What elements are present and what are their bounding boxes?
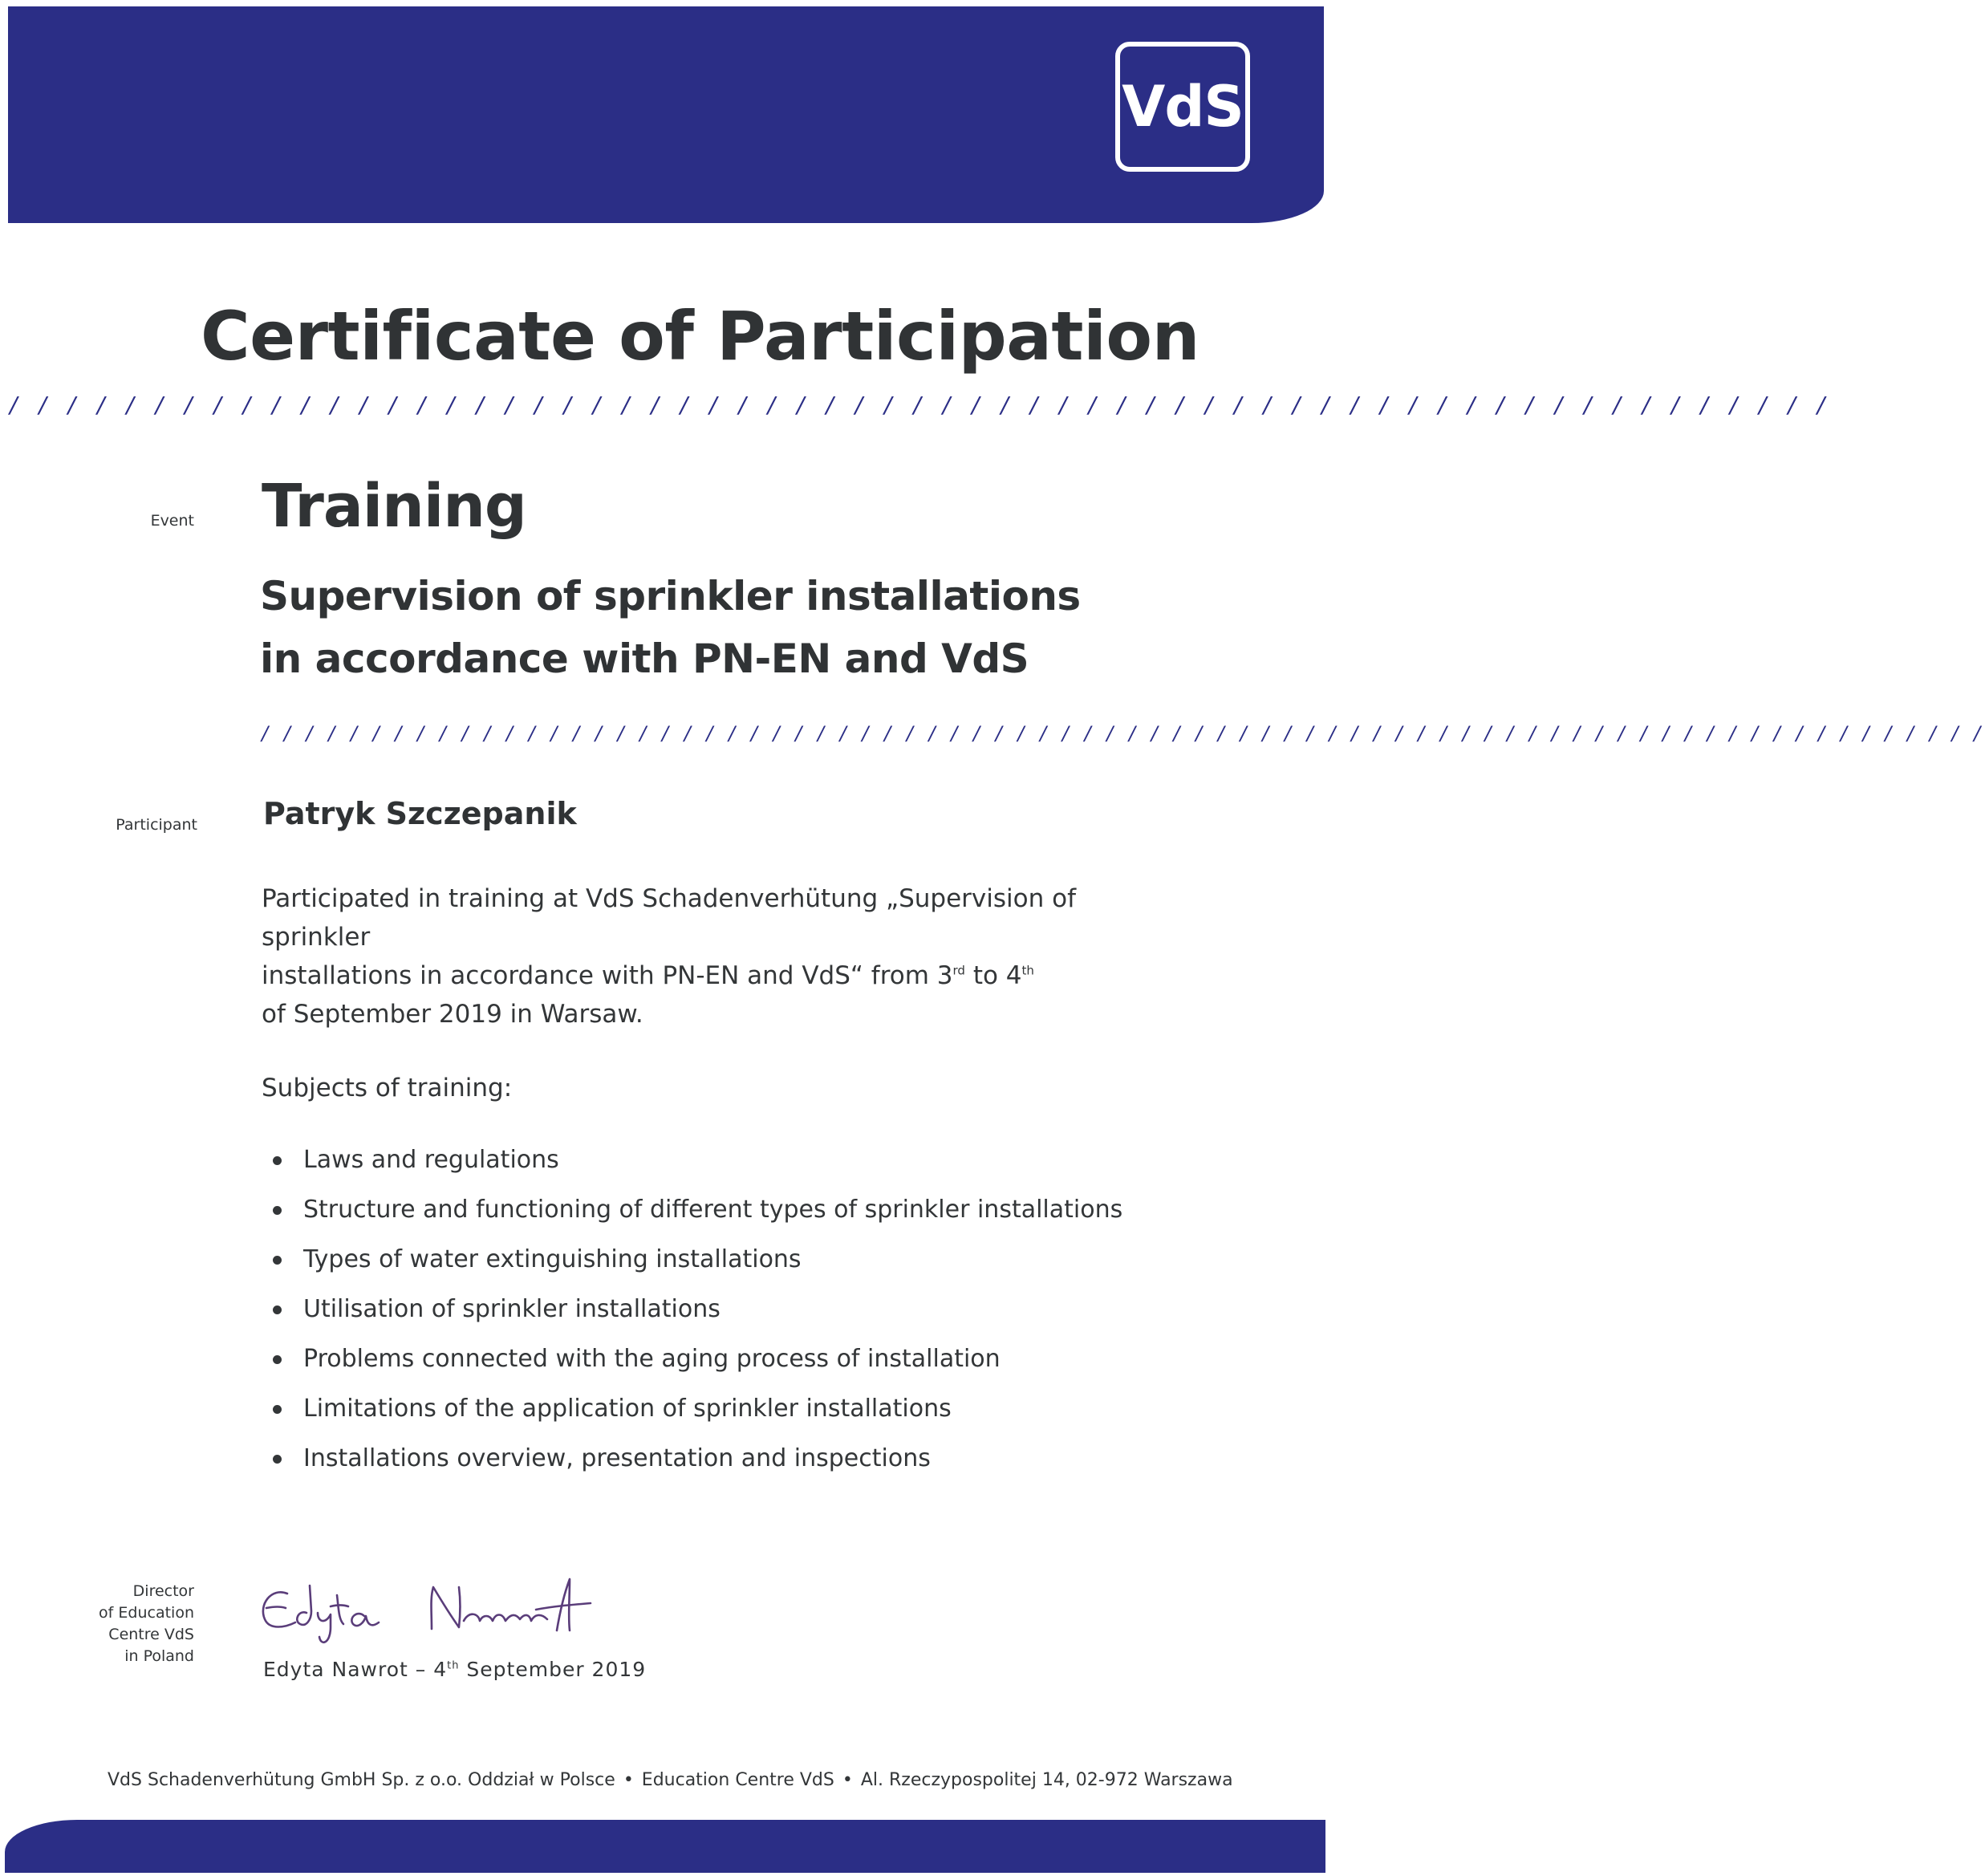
subject-text: Structure and functioning of different types of sprinkler installations xyxy=(303,1196,1123,1224)
director-label-line1: Director xyxy=(132,1582,194,1600)
slash-divider-middle: / / / / / / / / / / / / / / / / / / / / / / / / / / / / / / / / / / / / / / / / / / / / / / / / / / / / / / / / / / / / / / / / / / / / / / / / / / / / / / xyxy=(262,722,1985,745)
subject-text: Utilisation of sprinkler installations xyxy=(303,1295,721,1323)
logo-text: VdS xyxy=(1122,74,1244,140)
handwritten-signature xyxy=(254,1563,607,1651)
slash-divider-top: / / / / / / / / / / / / / / / / / / / / / / / / / / / / / / / / / / / / / / / / / / / / / / / / / / / / / / / / / / / / / / / xyxy=(10,392,1833,418)
description-line2-part-b: to 4 xyxy=(964,961,1022,990)
signer-date: September 2019 xyxy=(459,1658,647,1681)
subjects-heading: Subjects of training: xyxy=(262,1074,513,1102)
participation-description xyxy=(262,879,1152,1033)
certificate-title: Certificate of Participation xyxy=(201,297,1200,376)
footer-street: Al. Rzeczypospolitej 14, 02-972 Warszawa xyxy=(860,1770,1233,1790)
director-label-line2: of Education xyxy=(99,1604,194,1622)
bullet-icon xyxy=(273,1156,282,1165)
ordinal-suffix-rd: rd xyxy=(952,963,965,978)
footer-address xyxy=(108,1770,1247,1790)
footer-separator: • xyxy=(842,1770,853,1790)
description-line2 xyxy=(262,956,1152,995)
signer-name: Edyta Nawrot – 4 xyxy=(263,1658,448,1681)
subject-item xyxy=(262,1242,1160,1292)
subject-text: Installations overview, presentation and inspections xyxy=(303,1444,931,1472)
director-label xyxy=(48,1581,194,1667)
event-label: Event xyxy=(150,512,194,530)
bullet-icon xyxy=(273,1305,282,1314)
director-label-line4: in Poland xyxy=(124,1647,194,1665)
subject-item xyxy=(262,1342,1160,1391)
ordinal-suffix-th: th xyxy=(447,1659,460,1672)
event-subtitle-line2: in accordance with PN-EN and VdS xyxy=(260,635,1029,682)
bullet-icon xyxy=(273,1355,282,1364)
subject-item xyxy=(262,1441,1160,1491)
subject-item xyxy=(262,1292,1160,1342)
vds-logo xyxy=(1115,42,1250,172)
subject-text: Types of water extinguishing installations xyxy=(303,1245,802,1273)
subject-text: Laws and regulations xyxy=(303,1146,559,1174)
ordinal-suffix-th: th xyxy=(1021,963,1034,978)
description-line3: of September 2019 in Warsaw. xyxy=(262,1000,643,1029)
event-title: Training xyxy=(262,472,526,541)
subject-text: Problems connected with the aging process of installation xyxy=(303,1345,1001,1373)
participant-name: Patryk Szczepanik xyxy=(263,796,577,831)
footer-centre: Education Centre VdS xyxy=(641,1770,834,1790)
footer-separator: • xyxy=(623,1770,634,1790)
footer-band xyxy=(5,1820,1325,1873)
subject-item xyxy=(262,1192,1160,1242)
bullet-icon xyxy=(273,1206,282,1215)
subject-item xyxy=(262,1143,1160,1192)
event-subtitle-line1: Supervision of sprinkler installations xyxy=(260,573,1081,619)
bullet-icon xyxy=(273,1455,282,1464)
footer-company: VdS Schadenverhütung GmbH Sp. z o.o. Oddział w Polsce xyxy=(108,1770,615,1790)
subjects-list xyxy=(262,1143,1160,1491)
bullet-icon xyxy=(273,1256,282,1265)
event-subtitle xyxy=(260,565,1143,690)
subject-text: Limitations of the application of sprinkler installations xyxy=(303,1395,952,1423)
participant-label: Participant xyxy=(116,816,197,834)
description-line1: Participated in training at VdS Schadenverhütung „Supervision of sprinkler xyxy=(262,884,1076,952)
signer-name-date xyxy=(263,1658,646,1681)
subject-item xyxy=(262,1391,1160,1441)
description-line2-part-a: installations in accordance with PN-EN and VdS“ from 3 xyxy=(262,961,953,990)
director-label-line3: Centre VdS xyxy=(108,1626,194,1643)
bullet-icon xyxy=(273,1405,282,1414)
